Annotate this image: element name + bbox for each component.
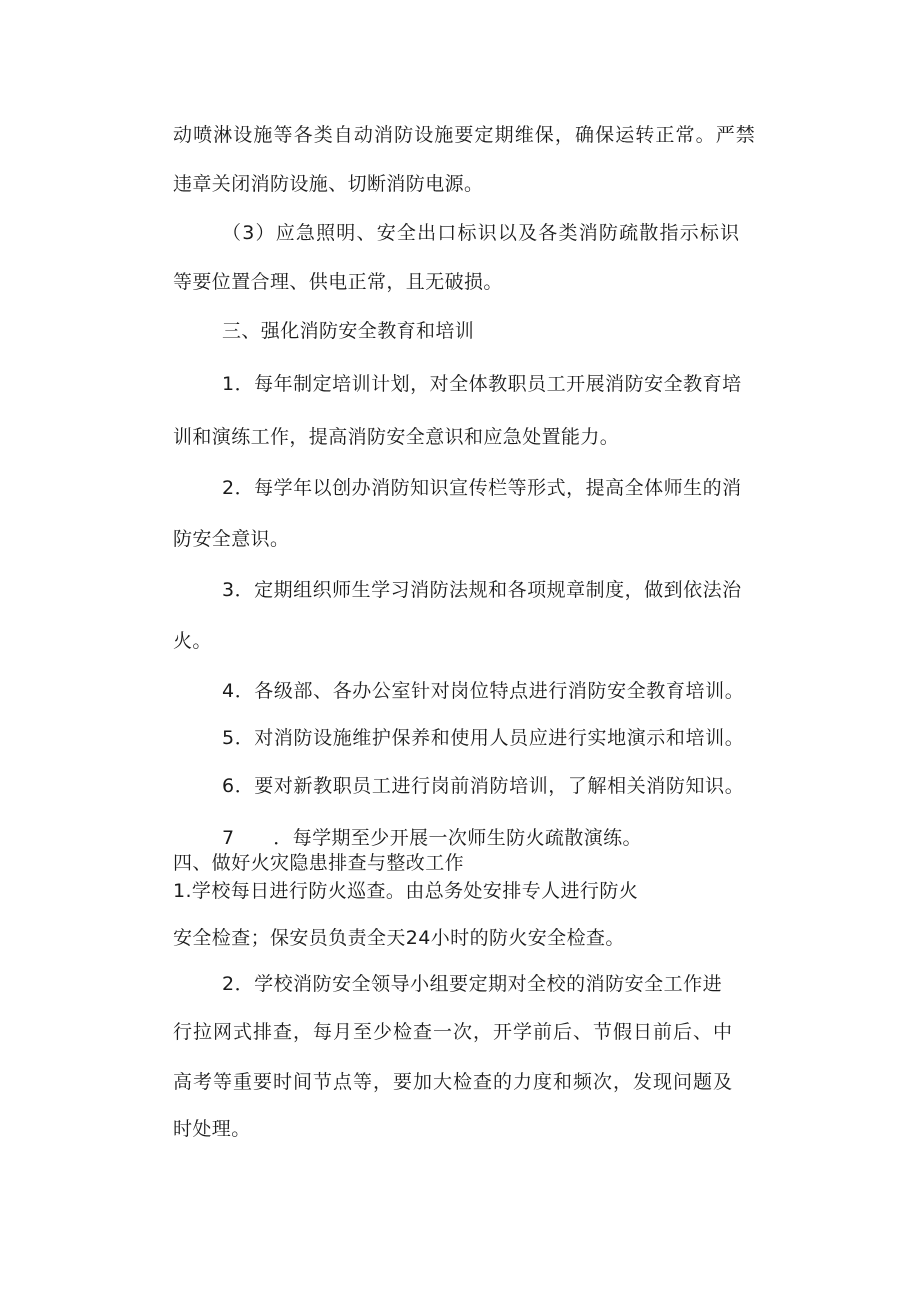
paragraph-line: 违章关闭消防设施、切断消防电源。 bbox=[173, 173, 484, 195]
paragraph-line: 训和演练工作，提高消防安全意识和应急处置能力。 bbox=[173, 426, 620, 448]
paragraph-line: 4．各级部、各办公室针对岗位特点进行消防安全教育培训。 bbox=[222, 680, 745, 702]
paragraph-line: 1.学校每日进行防火巡查。由总务处安排专人进行防火 bbox=[173, 880, 639, 902]
paragraph-line: 1．每年制定培训计划，对全体教职员工开展消防安全教育培 bbox=[222, 373, 742, 395]
paragraph-line: 火。 bbox=[173, 630, 212, 652]
paragraph-line: 动喷淋设施等各类自动消防设施要定期维保，确保运转正常。严禁 bbox=[173, 124, 756, 146]
paragraph-line: 安全检查；保安员负责全天24小时的防火安全检查。 bbox=[173, 927, 625, 949]
paragraph-line: 2．学校消防安全领导小组要定期对全校的消防安全工作进 bbox=[222, 973, 723, 995]
paragraph-line: 高考等重要时间节点等，要加大检查的力度和频次，发现问题及 bbox=[173, 1071, 734, 1093]
paragraph-line: 2．每学年以创办消防知识宣传栏等形式，提高全体师生的消 bbox=[222, 477, 742, 499]
paragraph-line: 3．定期组织师生学习消防法规和各项规章制度，做到依法治 bbox=[222, 579, 742, 601]
paragraph-line: 等要位置合理、供电正常，且无破损。 bbox=[173, 271, 503, 293]
paragraph-line: 6．要对新教职员工进行岗前消防培训，了解相关消防知识。 bbox=[222, 775, 745, 797]
section-heading: 四、做好火灾隐患排查与整改工作 bbox=[173, 852, 465, 874]
paragraph-line: （3）应急照明、安全出口标识以及各类消防疏散指示标识 bbox=[222, 222, 741, 244]
section-heading: 三、强化消防安全教育和培训 bbox=[222, 320, 475, 342]
paragraph-line: 时处理。 bbox=[173, 1118, 251, 1140]
paragraph-line: 5．对消防设施维护保养和使用人员应进行实地演示和培训。 bbox=[222, 727, 745, 749]
paragraph-line: 防安全意识。 bbox=[173, 528, 290, 550]
paragraph-line: 行拉网式排查，每月至少检查一次，开学前后、节假日前后、中 bbox=[173, 1021, 734, 1043]
paragraph-line: 7 ．每学期至少开展一次师生防火疏散演练。 bbox=[222, 827, 642, 849]
